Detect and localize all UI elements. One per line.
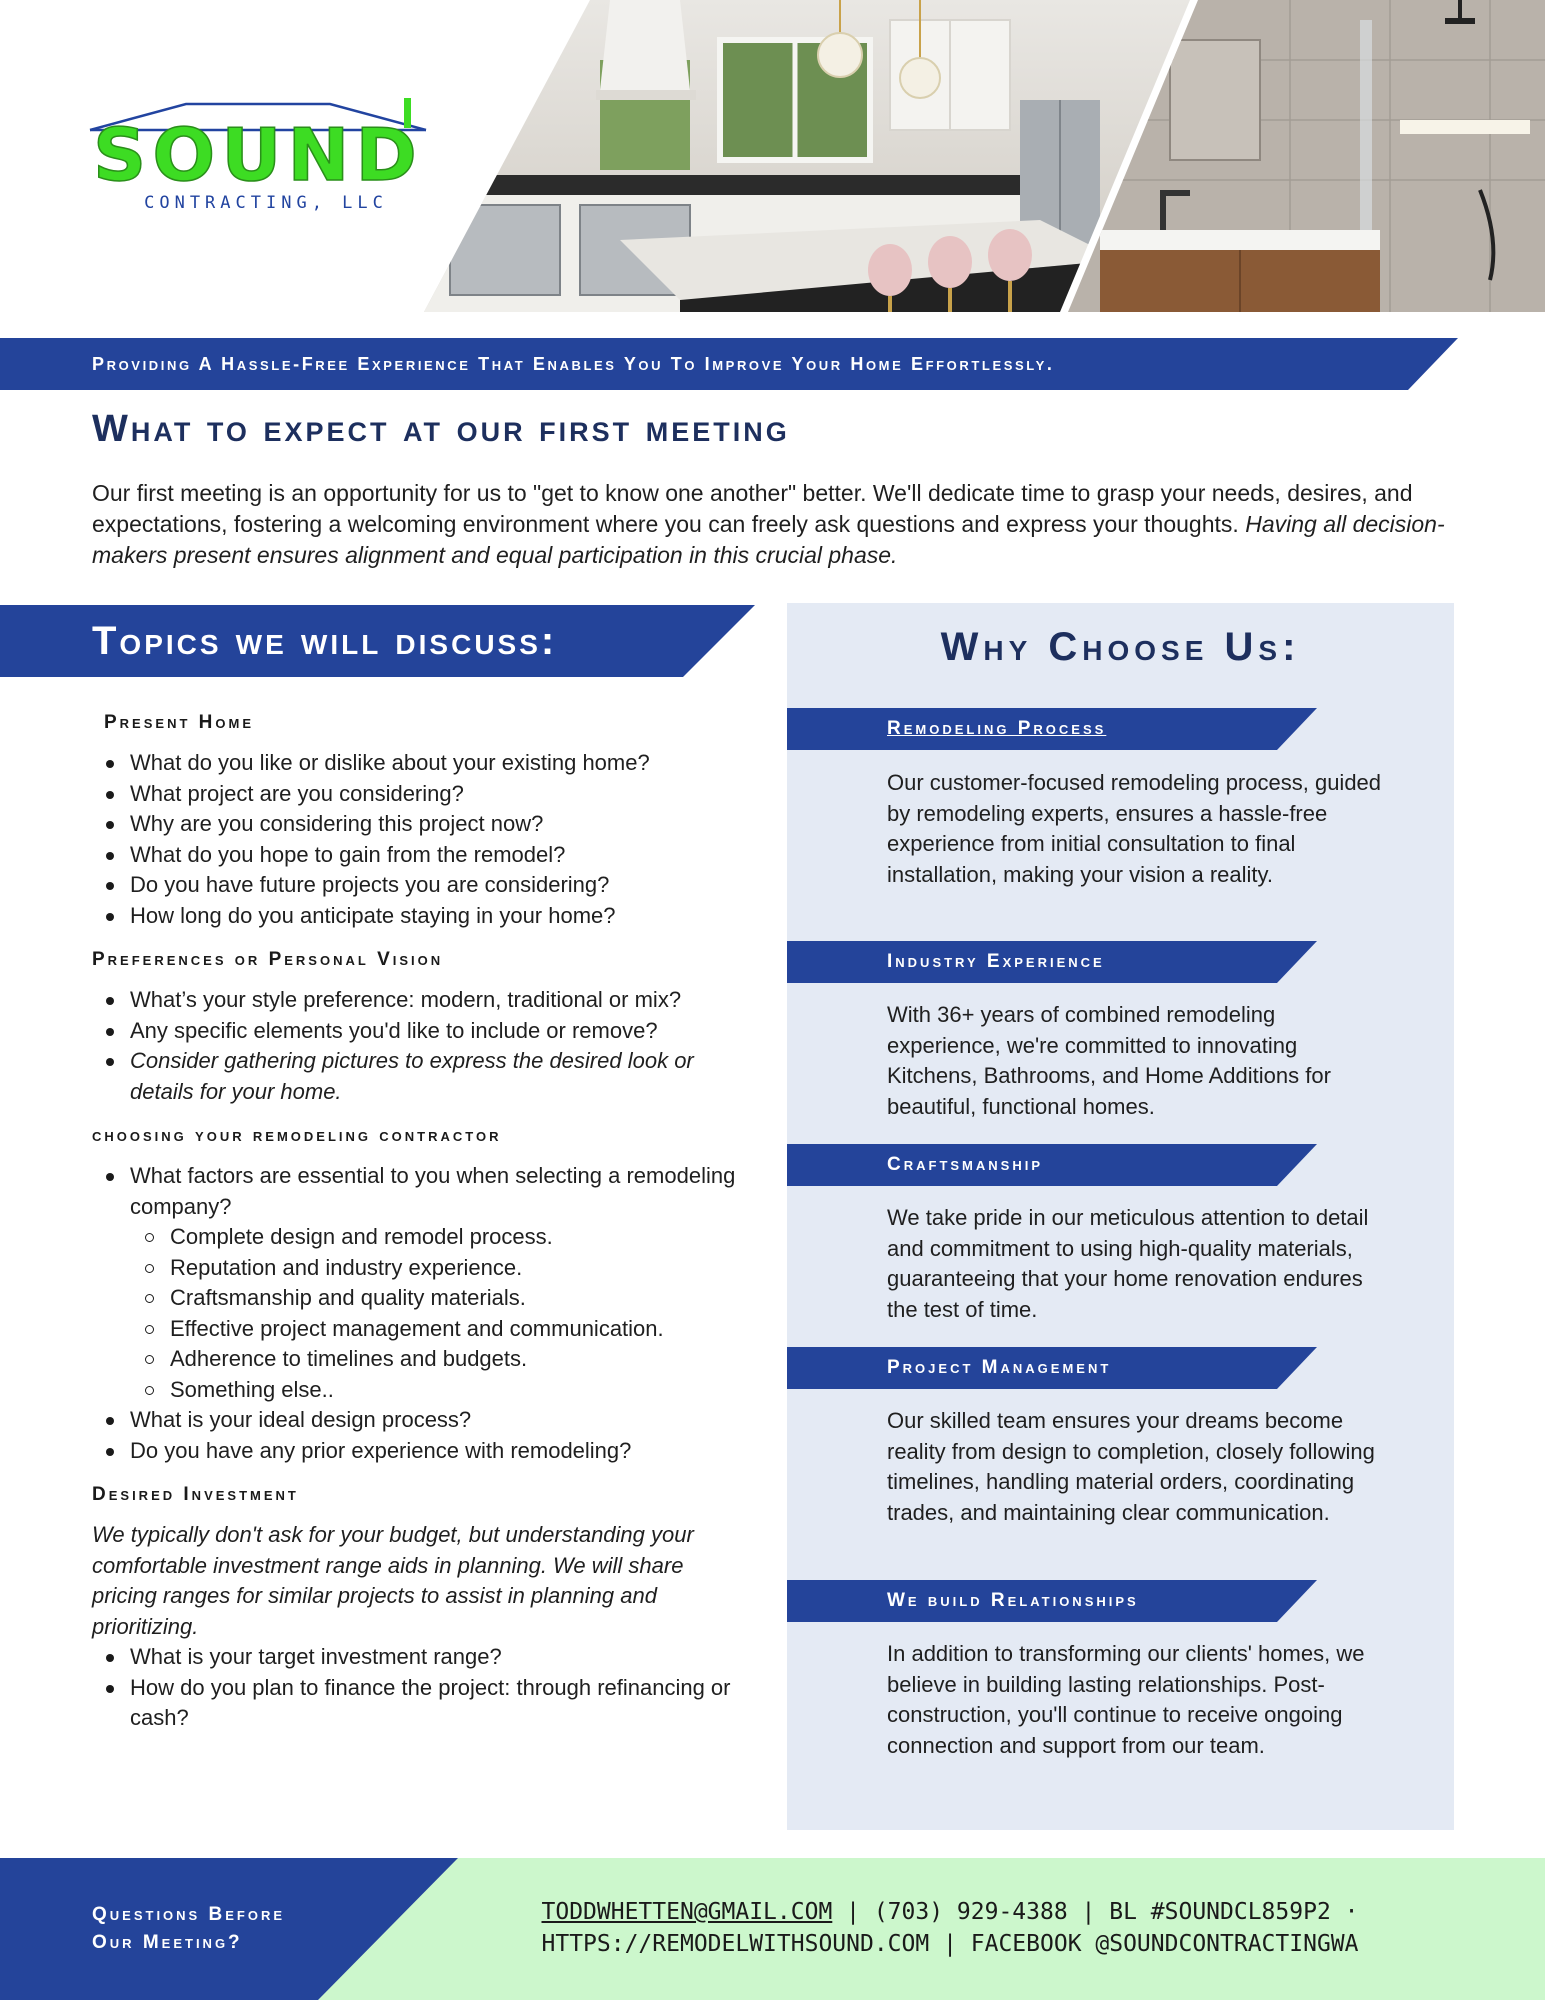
list-item: Do you have any prior experience with remodeling? xyxy=(92,1436,752,1467)
company-logo xyxy=(86,96,446,226)
contractor-lead: What factors are essential to you when selecting a remodeling company? xyxy=(130,1163,736,1219)
why-heading-relationships xyxy=(787,1580,1317,1622)
footer-contact xyxy=(400,1896,1500,1960)
topics-banner xyxy=(0,605,755,677)
footer-contact-line1 xyxy=(400,1896,1500,1928)
present-home-title: Present Home xyxy=(104,712,255,733)
footer-question-line1: Questions Before xyxy=(92,1904,286,1925)
investment-note: We typically don't ask for your budget, but understanding your comfortable investment range aids in planning. We will share pricing ranges for similar projects to assist in planning and prioritizing. xyxy=(92,1522,694,1639)
footer-contact-line2[interactable]: HTTPS://REMODELWITHSOUND.COM | FACEBOOK @SOUNDCONTRACTINGWA xyxy=(541,1931,1359,1957)
list-item: Consider gathering pictures to express the desired look or details for your home. xyxy=(92,1046,752,1107)
why-heading-industry-experience xyxy=(787,941,1317,983)
why-body-industry-experience: With 36+ years of combined remodeling experience, we're committed to innovating Kitchens, Bathrooms, and Home Additions for beautiful, functional homes. xyxy=(887,1002,1331,1119)
list-item: What project are you considering? xyxy=(92,779,752,810)
sub-list-item: Something else.. xyxy=(130,1375,752,1406)
intro-title: What to expect at our first meeting xyxy=(92,408,790,450)
why-heading-label: We build Relationships xyxy=(887,1590,1139,1611)
investment-list xyxy=(92,1642,752,1734)
list-item: Why are you considering this project now? xyxy=(92,809,752,840)
why-heading-label: Craftsmanship xyxy=(887,1154,1043,1175)
why-body-project-management: Our skilled team ensures your dreams become reality from design to completion, closely following timelines, handling material orders, coordinating trades, and maintaining clear communication. xyxy=(887,1408,1375,1525)
list-item: What is your target investment range? xyxy=(92,1642,752,1673)
topics-title: Topics we will discuss: xyxy=(92,619,558,663)
list-item xyxy=(92,1161,752,1405)
contractor-sublist xyxy=(130,1222,752,1405)
why-body-remodeling-process: Our customer-focused remodeling process, guided by remodeling experts, ensures a hassle-free experience from initial consultation to final installation, making your vision a reality. xyxy=(887,770,1382,887)
why-heading-label: Project Management xyxy=(887,1357,1112,1378)
intro-paragraph xyxy=(92,478,1452,571)
why-heading-project-management xyxy=(787,1347,1317,1389)
why-title: Why Choose Us: xyxy=(940,625,1301,669)
footer xyxy=(0,1858,1545,2000)
intro-body-text: Our first meeting is an opportunity for us to "get to know one another" better. We'll dedicate time to grasp your needs, desires, and expectations, fostering a welcoming environment where you can freely ask questions and express your thoughts. xyxy=(92,480,1413,537)
list-item: What is your ideal design process? xyxy=(92,1405,752,1436)
contractor-list xyxy=(92,1161,752,1466)
logo-wordmark: SOUND xyxy=(93,113,423,197)
sub-list-item: Reputation and industry experience. xyxy=(130,1253,752,1284)
list-item: Any specific elements you'd like to include or remove? xyxy=(92,1016,752,1047)
list-item: What do you like or dislike about your existing home? xyxy=(92,748,752,779)
bathroom-photo xyxy=(1060,0,1545,312)
why-heading-shape xyxy=(787,1144,1317,1186)
topics-content xyxy=(92,712,752,1734)
intro-body-italic: Having all decision-makers present ensures alignment and equal participation in this crucial phase. xyxy=(92,511,1445,568)
why-choose-us-panel xyxy=(787,603,1454,1830)
why-heading-label: Industry Experience xyxy=(887,951,1105,972)
list-item: What do you hope to gain from the remodel? xyxy=(92,840,752,871)
why-body-relationships: In addition to transforming our clients' homes, we believe in building lasting relationships. Post-construction, you'll continue to receive ongoing connection and support from our team. xyxy=(887,1641,1365,1758)
why-heading-remodeling-process xyxy=(787,708,1317,750)
footer-question xyxy=(92,1901,285,1957)
list-item: How do you plan to finance the project: through refinancing or cash? xyxy=(92,1673,752,1734)
why-heading-craftsmanship xyxy=(787,1144,1317,1186)
sub-list-item: Craftsmanship and quality materials. xyxy=(130,1283,752,1314)
list-item: How long do you anticipate staying in your home? xyxy=(92,901,752,932)
header xyxy=(0,0,1545,312)
preferences-list xyxy=(92,985,752,1107)
why-heading-label: Remodeling Process xyxy=(887,718,1107,739)
list-item: Do you have future projects you are considering? xyxy=(92,870,752,901)
sub-list-item: Complete design and remodel process. xyxy=(130,1222,752,1253)
list-item: What’s your style preference: modern, traditional or mix? xyxy=(92,985,752,1016)
sub-list-item: Effective project management and communication. xyxy=(130,1314,752,1345)
tagline-text: Providing A Hassle-Free Experience That Enables You To Improve Your Home Effortlessly. xyxy=(92,354,1055,374)
sub-list-item: Adherence to timelines and budgets. xyxy=(130,1344,752,1375)
footer-question-line2: Our Meeting? xyxy=(92,1932,243,1953)
email-link[interactable]: TODDWHETTEN@GMAIL.COM xyxy=(541,1899,833,1925)
why-body-craftsmanship: We take pride in our meticulous attention to detail and commitment to using high-quality materials, guaranteeing that your home renovation endures the test of time. xyxy=(887,1205,1369,1322)
contractor-title: choosing your remodeling contractor xyxy=(92,1125,502,1146)
tagline-banner xyxy=(0,338,1458,390)
footer-phone-license: | (703) 929-4388 | BL #SOUNDCL859P2 · xyxy=(832,1899,1359,1925)
investment-title: Desired Investment xyxy=(92,1484,299,1505)
present-home-list xyxy=(92,748,752,931)
logo-subtitle: CONTRACTING, LLC xyxy=(144,193,388,213)
preferences-title: Preferences or Personal Vision xyxy=(92,949,444,970)
